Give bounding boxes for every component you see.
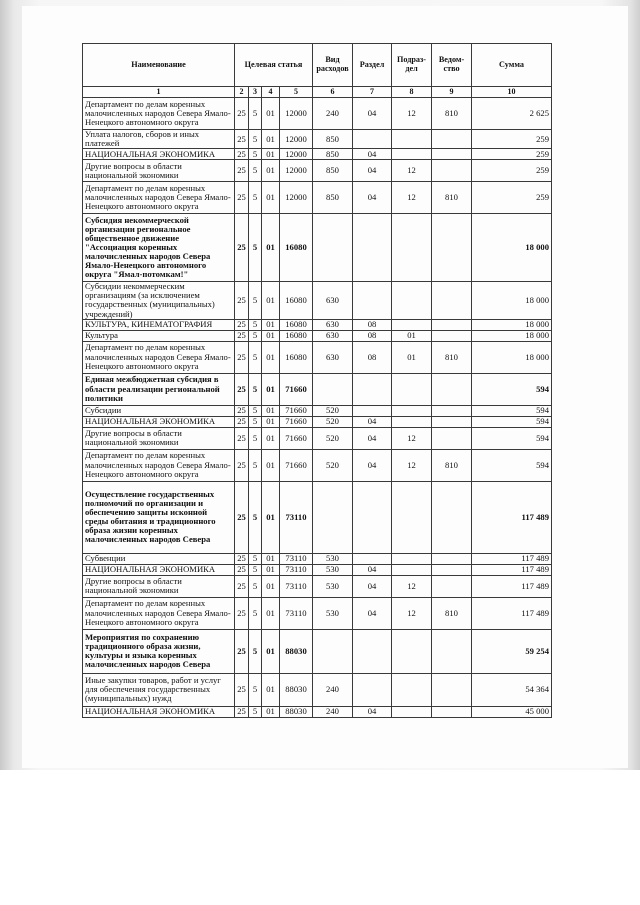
- table-row: [83, 575, 552, 597]
- department-code: [432, 214, 472, 282]
- table-row: [83, 319, 552, 330]
- section-code: 04: [353, 597, 392, 629]
- subsection-code: [392, 282, 432, 319]
- department-code: 810: [432, 98, 472, 130]
- target-article-part-3: 01: [262, 427, 280, 449]
- target-article-part-4: 88030: [280, 629, 313, 673]
- target-article-part-3: 01: [262, 553, 280, 564]
- target-article-part-1: 25: [235, 553, 249, 564]
- target-article-part-4: 73110: [280, 575, 313, 597]
- table-row: [83, 130, 552, 149]
- target-article-part-4: 71660: [280, 416, 313, 427]
- subsection-code: [392, 373, 432, 405]
- department-code: [432, 416, 472, 427]
- target-article-part-2: 5: [249, 341, 262, 373]
- subsection-code: [392, 319, 432, 330]
- target-article-part-2: 5: [249, 416, 262, 427]
- column-number: 8: [392, 87, 432, 98]
- expense-type: 520: [313, 427, 353, 449]
- target-article-part-2: 5: [249, 673, 262, 706]
- target-article-part-3: 01: [262, 330, 280, 341]
- row-name: Субвенции: [83, 553, 235, 564]
- target-article-part-2: 5: [249, 481, 262, 553]
- department-code: [432, 319, 472, 330]
- row-name: Департамент по делам коренных малочисленных народов Севера Ямало-Ненецкого автономного округа: [83, 98, 235, 130]
- target-article-part-4: 12000: [280, 160, 313, 182]
- target-article-part-4: 88030: [280, 706, 313, 717]
- target-article-part-2: 5: [249, 427, 262, 449]
- target-article-part-2: 5: [249, 575, 262, 597]
- expense-type: 240: [313, 673, 353, 706]
- row-name: Другие вопросы в области национальной экономики: [83, 160, 235, 182]
- amount: 259: [472, 182, 552, 214]
- header-department: Ведом-ство: [432, 44, 472, 87]
- target-article-part-3: 01: [262, 341, 280, 373]
- section-code: [353, 553, 392, 564]
- table-row: [83, 553, 552, 564]
- amount: 259: [472, 130, 552, 149]
- section-code: 08: [353, 330, 392, 341]
- target-article-part-1: 25: [235, 160, 249, 182]
- target-article-part-2: 5: [249, 564, 262, 575]
- section-code: [353, 214, 392, 282]
- subsection-code: 12: [392, 160, 432, 182]
- department-code: [432, 149, 472, 160]
- target-article-part-2: 5: [249, 282, 262, 319]
- table-row: [83, 214, 552, 282]
- target-article-part-4: 71660: [280, 427, 313, 449]
- table-row: [83, 449, 552, 481]
- target-article-part-1: 25: [235, 481, 249, 553]
- target-article-part-2: 5: [249, 319, 262, 330]
- target-article-part-1: 25: [235, 214, 249, 282]
- target-article-part-2: 5: [249, 405, 262, 416]
- row-name: Департамент по делам коренных малочисленных народов Севера Ямало-Ненецкого автономного округа: [83, 341, 235, 373]
- target-article-part-1: 25: [235, 282, 249, 319]
- header-subsection: Подраз-дел: [392, 44, 432, 87]
- target-article-part-4: 16080: [280, 341, 313, 373]
- table-row: [83, 330, 552, 341]
- row-name: НАЦИОНАЛЬНАЯ ЭКОНОМИКА: [83, 564, 235, 575]
- row-name: НАЦИОНАЛЬНАЯ ЭКОНОМИКА: [83, 416, 235, 427]
- subsection-code: [392, 149, 432, 160]
- section-code: 04: [353, 182, 392, 214]
- expense-type: 630: [313, 319, 353, 330]
- target-article-part-3: 01: [262, 373, 280, 405]
- target-article-part-1: 25: [235, 597, 249, 629]
- subsection-code: 01: [392, 330, 432, 341]
- table-row: [83, 182, 552, 214]
- row-name: Культура: [83, 330, 235, 341]
- target-article-part-4: 71660: [280, 405, 313, 416]
- department-code: [432, 575, 472, 597]
- header-section: Раздел: [353, 44, 392, 87]
- expense-type: [313, 373, 353, 405]
- target-article-part-4: 12000: [280, 98, 313, 130]
- target-article-part-1: 25: [235, 405, 249, 416]
- header-sum: Сумма: [472, 44, 552, 87]
- amount: 45 000: [472, 706, 552, 717]
- target-article-part-4: 73110: [280, 481, 313, 553]
- target-article-part-4: 73110: [280, 597, 313, 629]
- table-row: [83, 706, 552, 717]
- target-article-part-1: 25: [235, 629, 249, 673]
- department-code: [432, 706, 472, 717]
- table-row: [83, 373, 552, 405]
- column-number: 1: [83, 87, 235, 98]
- section-code: [353, 405, 392, 416]
- section-code: [353, 130, 392, 149]
- target-article-part-3: 01: [262, 130, 280, 149]
- target-article-part-1: 25: [235, 449, 249, 481]
- department-code: [432, 553, 472, 564]
- section-code: 08: [353, 341, 392, 373]
- section-code: 04: [353, 449, 392, 481]
- row-name: Мероприятия по сохранению традиционного образа жизни, культуры и языка коренных малочисленных народов Севера: [83, 629, 235, 673]
- table-row: [83, 282, 552, 319]
- target-article-part-4: 12000: [280, 149, 313, 160]
- target-article-part-4: 16080: [280, 330, 313, 341]
- expense-type: 850: [313, 182, 353, 214]
- department-code: [432, 160, 472, 182]
- amount: 59 254: [472, 629, 552, 673]
- row-name: Уплата налогов, сборов и иных платежей: [83, 130, 235, 149]
- section-code: 04: [353, 160, 392, 182]
- column-number: 3: [249, 87, 262, 98]
- target-article-part-4: 71660: [280, 449, 313, 481]
- subsection-code: [392, 130, 432, 149]
- row-name: Департамент по делам коренных малочисленных народов Севера Ямало-Ненецкого автономного округа: [83, 597, 235, 629]
- department-code: [432, 373, 472, 405]
- amount: 259: [472, 149, 552, 160]
- target-article-part-2: 5: [249, 553, 262, 564]
- subsection-code: 12: [392, 98, 432, 130]
- target-article-part-4: 73110: [280, 564, 313, 575]
- department-code: [432, 673, 472, 706]
- section-code: 04: [353, 427, 392, 449]
- target-article-part-1: 25: [235, 373, 249, 405]
- target-article-part-4: 12000: [280, 130, 313, 149]
- target-article-part-1: 25: [235, 575, 249, 597]
- amount: 54 364: [472, 673, 552, 706]
- subsection-code: [392, 629, 432, 673]
- row-name: Субсидия некоммерческой организации региональное общественное движение "Ассоциация коренных малочисленных народов Севера Ямало-Ненецкого автономного округа "Ямал-потомкам!": [83, 214, 235, 282]
- column-number-row: [83, 87, 552, 98]
- department-code: [432, 481, 472, 553]
- amount: 594: [472, 373, 552, 405]
- table-row: [83, 416, 552, 427]
- subsection-code: [392, 214, 432, 282]
- target-article-part-2: 5: [249, 373, 262, 405]
- row-name: Другие вопросы в области национальной экономики: [83, 575, 235, 597]
- target-article-part-3: 01: [262, 149, 280, 160]
- amount: 117 489: [472, 597, 552, 629]
- target-article-part-2: 5: [249, 98, 262, 130]
- expense-type: [313, 481, 353, 553]
- expense-type: 630: [313, 341, 353, 373]
- amount: 18 000: [472, 214, 552, 282]
- column-number: 6: [313, 87, 353, 98]
- department-code: 810: [432, 449, 472, 481]
- row-name: Осуществление государственных полномочий по организации и обеспечению защиты исконной среды обитания и традиционного образа жизни коренных малочисленных народов Севера: [83, 481, 235, 553]
- section-code: [353, 373, 392, 405]
- target-article-part-4: 16080: [280, 282, 313, 319]
- column-number: 5: [280, 87, 313, 98]
- section-code: [353, 673, 392, 706]
- department-code: [432, 564, 472, 575]
- target-article-part-3: 01: [262, 597, 280, 629]
- amount: 259: [472, 160, 552, 182]
- subsection-code: 01: [392, 341, 432, 373]
- table-row: [83, 98, 552, 130]
- target-article-part-1: 25: [235, 330, 249, 341]
- row-name: Субсидии: [83, 405, 235, 416]
- target-article-part-3: 01: [262, 182, 280, 214]
- expense-type: 520: [313, 416, 353, 427]
- section-code: 04: [353, 98, 392, 130]
- section-code: [353, 481, 392, 553]
- section-code: [353, 282, 392, 319]
- target-article-part-4: 73110: [280, 553, 313, 564]
- row-name: Иные закупки товаров, работ и услуг для обеспечения государственных (муниципальных) нужд: [83, 673, 235, 706]
- amount: 2 625: [472, 98, 552, 130]
- target-article-part-2: 5: [249, 706, 262, 717]
- section-code: [353, 629, 392, 673]
- target-article-part-2: 5: [249, 597, 262, 629]
- amount: 594: [472, 416, 552, 427]
- target-article-part-3: 01: [262, 282, 280, 319]
- row-name: Субсидии некоммерческим организациям (за исключением государственных (муниципальных) учреждений): [83, 282, 235, 319]
- section-code: 04: [353, 706, 392, 717]
- header-target-article: Целевая статья: [235, 44, 313, 87]
- table-row: [83, 405, 552, 416]
- expense-type: 630: [313, 330, 353, 341]
- amount: 18 000: [472, 282, 552, 319]
- target-article-part-1: 25: [235, 416, 249, 427]
- section-code: 04: [353, 575, 392, 597]
- subsection-code: [392, 481, 432, 553]
- department-code: 810: [432, 597, 472, 629]
- subsection-code: 12: [392, 182, 432, 214]
- table-row: [83, 597, 552, 629]
- column-number: 10: [472, 87, 552, 98]
- amount: 117 489: [472, 481, 552, 553]
- expense-type: 530: [313, 597, 353, 629]
- amount: 594: [472, 405, 552, 416]
- amount: 18 000: [472, 330, 552, 341]
- expense-type: 850: [313, 160, 353, 182]
- department-code: [432, 130, 472, 149]
- subsection-code: [392, 564, 432, 575]
- amount: 594: [472, 427, 552, 449]
- amount: 18 000: [472, 341, 552, 373]
- department-code: 810: [432, 182, 472, 214]
- expense-type: 240: [313, 706, 353, 717]
- target-article-part-3: 01: [262, 575, 280, 597]
- department-code: [432, 629, 472, 673]
- subsection-code: 12: [392, 575, 432, 597]
- target-article-part-4: 16080: [280, 214, 313, 282]
- header-expense-type: Вид расходов: [313, 44, 353, 87]
- target-article-part-2: 5: [249, 149, 262, 160]
- expense-type: 630: [313, 282, 353, 319]
- target-article-part-2: 5: [249, 330, 262, 341]
- target-article-part-3: 01: [262, 98, 280, 130]
- column-number: 9: [432, 87, 472, 98]
- row-name: Департамент по делам коренных малочисленных народов Севера Ямало-Ненецкого автономного округа: [83, 182, 235, 214]
- expense-type: 240: [313, 98, 353, 130]
- expense-type: 850: [313, 130, 353, 149]
- target-article-part-3: 01: [262, 319, 280, 330]
- expense-type: 530: [313, 553, 353, 564]
- target-article-part-3: 01: [262, 449, 280, 481]
- table-row: [83, 481, 552, 553]
- table-row: [83, 564, 552, 575]
- department-code: 810: [432, 341, 472, 373]
- column-number: 7: [353, 87, 392, 98]
- expense-type: 850: [313, 149, 353, 160]
- target-article-part-3: 01: [262, 481, 280, 553]
- target-article-part-3: 01: [262, 214, 280, 282]
- target-article-part-3: 01: [262, 416, 280, 427]
- target-article-part-4: 88030: [280, 673, 313, 706]
- amount: 18 000: [472, 319, 552, 330]
- target-article-part-2: 5: [249, 629, 262, 673]
- target-article-part-3: 01: [262, 706, 280, 717]
- header-name: Наименование: [83, 44, 235, 87]
- target-article-part-1: 25: [235, 341, 249, 373]
- column-number: 2: [235, 87, 249, 98]
- table-row: [83, 341, 552, 373]
- budget-table: [82, 43, 552, 718]
- target-article-part-3: 01: [262, 629, 280, 673]
- target-article-part-1: 25: [235, 149, 249, 160]
- target-article-part-4: 16080: [280, 319, 313, 330]
- target-article-part-1: 25: [235, 182, 249, 214]
- section-code: 04: [353, 416, 392, 427]
- expense-type: 520: [313, 405, 353, 416]
- department-code: [432, 282, 472, 319]
- table-row: [83, 427, 552, 449]
- amount: 117 489: [472, 553, 552, 564]
- amount: 117 489: [472, 575, 552, 597]
- target-article-part-1: 25: [235, 319, 249, 330]
- row-name: Другие вопросы в области национальной экономики: [83, 427, 235, 449]
- row-name: КУЛЬТУРА, КИНЕМАТОГРАФИЯ: [83, 319, 235, 330]
- target-article-part-1: 25: [235, 427, 249, 449]
- target-article-part-1: 25: [235, 130, 249, 149]
- target-article-part-3: 01: [262, 673, 280, 706]
- table-row: [83, 160, 552, 182]
- department-code: [432, 330, 472, 341]
- column-number: 4: [262, 87, 280, 98]
- section-code: 04: [353, 564, 392, 575]
- subsection-code: 12: [392, 427, 432, 449]
- expense-type: [313, 214, 353, 282]
- target-article-part-2: 5: [249, 449, 262, 481]
- table-row: [83, 629, 552, 673]
- subsection-code: [392, 416, 432, 427]
- target-article-part-2: 5: [249, 182, 262, 214]
- target-article-part-3: 01: [262, 160, 280, 182]
- row-name: НАЦИОНАЛЬНАЯ ЭКОНОМИКА: [83, 706, 235, 717]
- subsection-code: 12: [392, 449, 432, 481]
- target-article-part-4: 71660: [280, 373, 313, 405]
- target-article-part-4: 12000: [280, 182, 313, 214]
- expense-type: 530: [313, 575, 353, 597]
- row-name: Единая межбюджетная субсидия в области реализации региональной политики: [83, 373, 235, 405]
- target-article-part-2: 5: [249, 160, 262, 182]
- subsection-code: [392, 405, 432, 416]
- amount: 594: [472, 449, 552, 481]
- row-name: Департамент по делам коренных малочисленных народов Севера Ямало-Ненецкого автономного округа: [83, 449, 235, 481]
- target-article-part-3: 01: [262, 405, 280, 416]
- expense-type: [313, 629, 353, 673]
- target-article-part-2: 5: [249, 214, 262, 282]
- amount: 117 489: [472, 564, 552, 575]
- department-code: [432, 405, 472, 416]
- subsection-code: 12: [392, 597, 432, 629]
- target-article-part-3: 01: [262, 564, 280, 575]
- target-article-part-1: 25: [235, 673, 249, 706]
- target-article-part-1: 25: [235, 564, 249, 575]
- section-code: 08: [353, 319, 392, 330]
- section-code: 04: [353, 149, 392, 160]
- expense-type: 530: [313, 564, 353, 575]
- header-row: [83, 44, 552, 87]
- subsection-code: [392, 706, 432, 717]
- expense-type: 520: [313, 449, 353, 481]
- target-article-part-2: 5: [249, 130, 262, 149]
- table-row: [83, 149, 552, 160]
- row-name: НАЦИОНАЛЬНАЯ ЭКОНОМИКА: [83, 149, 235, 160]
- target-article-part-1: 25: [235, 98, 249, 130]
- department-code: [432, 427, 472, 449]
- subsection-code: [392, 553, 432, 564]
- subsection-code: [392, 673, 432, 706]
- table-row: [83, 673, 552, 706]
- target-article-part-1: 25: [235, 706, 249, 717]
